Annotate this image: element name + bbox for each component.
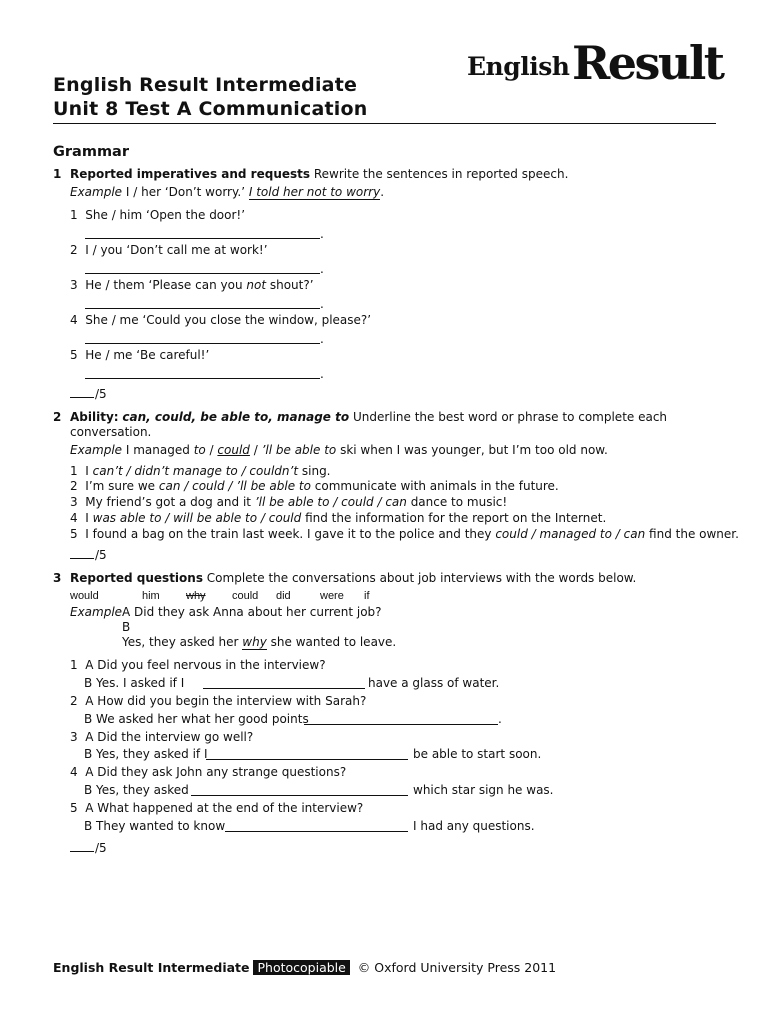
- wordbank-word-used: why: [186, 590, 206, 602]
- q1-number: 1: [53, 167, 62, 181]
- q1-example-prompt: I / her ‘Don’t worry.’: [125, 185, 246, 199]
- q2-number-text: 2: [53, 410, 62, 424]
- q2-item-1: [70, 464, 331, 478]
- q2-item-options[interactable]: can’t / didn’t manage to / couldn’t: [92, 464, 299, 478]
- q3-item-number: 5: [70, 801, 78, 815]
- q1-item-4: [70, 313, 371, 327]
- q3-item-3-a: [70, 730, 253, 744]
- score-total: /5: [95, 548, 107, 562]
- q1-score: [70, 387, 107, 401]
- photocopiable-badge: Photocopiable: [253, 960, 349, 975]
- logo-word-result: Result: [572, 36, 723, 90]
- q2-item-options[interactable]: could / managed to / can: [495, 527, 646, 541]
- q3-number: [53, 571, 61, 585]
- q2-number: [53, 410, 61, 424]
- q3-item-question: A Did they ask John any strange questions?: [85, 765, 347, 779]
- q1-item-3: [70, 278, 314, 292]
- wordbank-word: were: [320, 590, 344, 602]
- answer-line[interactable]: [85, 308, 320, 309]
- q2-item-text-end: sing.: [298, 464, 331, 478]
- q1-item-text: She / me ‘Could you close the window, please?’: [85, 313, 372, 327]
- q1-example: Example I / her ‘Don’t worry.’ I told her not to worry.: [70, 185, 385, 199]
- answer-line[interactable]: [85, 238, 320, 239]
- q2-item-text-end: dance to music!: [406, 495, 508, 509]
- answer-line[interactable]: [225, 831, 408, 832]
- q2-item-3: [70, 495, 507, 509]
- q1-item-number: 4: [70, 313, 78, 327]
- q2-item-text: I: [85, 511, 93, 525]
- q2-example-text-end: ski when I was younger, but I’m too old now.: [336, 443, 608, 457]
- q3-example-label: [70, 605, 122, 619]
- q2-item-2: [70, 479, 559, 493]
- q2-item-text: My friend’s got a dog and it: [85, 495, 255, 509]
- q3-item-answer-start: B Yes. I asked if I: [84, 676, 185, 690]
- q2-example-separator: /: [205, 443, 218, 457]
- q2-example-correct-option: could: [217, 443, 250, 457]
- q3-item-2-a: [70, 694, 366, 708]
- q2-item-options[interactable]: ’ll be able to / could / can: [254, 495, 407, 509]
- q2-example-label: Example: [70, 443, 123, 457]
- q3-item-answer-end: .: [498, 712, 502, 726]
- q1-heading-row: [53, 167, 61, 181]
- q3-item-4-a: [70, 765, 346, 779]
- q1-item-2: [70, 243, 268, 257]
- q3-item-question: A Did the interview go well?: [85, 730, 254, 744]
- section-heading: Grammar: [53, 144, 129, 160]
- q2-item-text-end: find the information for the report on the Internet.: [301, 511, 607, 525]
- q3-example-b-answer: [122, 635, 396, 650]
- q2-example-text: I managed: [125, 443, 194, 457]
- q3-number-text: 3: [53, 571, 62, 585]
- answer-line[interactable]: [304, 724, 498, 725]
- q2-item-text: I found a bag on the train last week. I gave it to the police and they: [85, 527, 496, 541]
- q3-item-answer-start: B Yes, they asked: [84, 783, 189, 797]
- footer-copyright: © Oxford University Press 2011: [357, 960, 557, 975]
- q3-item-number: 4: [70, 765, 78, 779]
- q1-heading: [70, 167, 568, 181]
- q2-item-text-end: find the owner.: [645, 527, 739, 541]
- score-total: /5: [95, 841, 107, 855]
- q3-item-answer-end: have a glass of water.: [368, 676, 500, 690]
- q3-instruction: Complete the conversations about job interviews with the words below.: [206, 571, 637, 585]
- q2-item-4: [70, 511, 606, 525]
- q2-item-options[interactable]: can / could / ’ll be able to: [158, 479, 311, 493]
- q2-item-number: 2: [70, 479, 78, 493]
- q1-item-text: She / him ‘Open the door!’: [85, 208, 246, 222]
- answer-line[interactable]: [203, 688, 365, 689]
- q3-score: [70, 841, 107, 855]
- document-title-line2: Unit 8 Test A Communication: [53, 98, 368, 120]
- q1-item-number: 5: [70, 348, 78, 362]
- answer-line[interactable]: [85, 378, 320, 379]
- q3-item-answer-start: B They wanted to know: [84, 819, 226, 833]
- answer-line[interactable]: [85, 343, 320, 344]
- q2-item-text: I’m sure we: [85, 479, 159, 493]
- page-footer: [53, 960, 556, 975]
- q2-item-number: 1: [70, 464, 78, 478]
- q1-item-number: 1: [70, 208, 78, 222]
- q1-title: Reported imperatives and requests: [70, 167, 311, 181]
- q1-instruction: Rewrite the sentences in reported speech.: [313, 167, 569, 181]
- q3-item-number: 1: [70, 658, 78, 672]
- header-divider: [53, 123, 716, 124]
- q3-example-b: B: [122, 620, 131, 634]
- q3-item-question: A What happened at the end of the interview?: [85, 801, 364, 815]
- q3-example-text-end: she wanted to leave.: [266, 635, 397, 649]
- wordbank-word: did: [276, 590, 291, 602]
- score-blank[interactable]: [70, 387, 94, 398]
- q1-example-label: Example: [70, 185, 123, 199]
- q2-item-number: 3: [70, 495, 78, 509]
- q1-item-5: [70, 348, 209, 362]
- q3-example-text: Yes, they asked her: [122, 635, 243, 649]
- q1-item-text: I / you ‘Don’t call me at work!’: [85, 243, 268, 257]
- q2-score: [70, 548, 107, 562]
- q3-item-number: 3: [70, 730, 78, 744]
- score-blank[interactable]: [70, 548, 94, 559]
- q1-item-emphasis: not: [246, 278, 267, 292]
- q2-instruction: Underline the best word or phrase to complete each: [352, 410, 668, 424]
- q1-example-answer: I told her not to worry: [248, 185, 381, 199]
- q2-item-text: I: [85, 464, 93, 478]
- answer-line[interactable]: [206, 759, 408, 760]
- q2-item-number: 4: [70, 511, 78, 525]
- q3-heading: [70, 571, 636, 585]
- q2-example-option: ’ll be able to: [261, 443, 337, 457]
- q3-item-answer-end: be able to start soon.: [413, 747, 542, 761]
- logo-word-english: English: [467, 52, 570, 81]
- q1-item-text: He / them ‘Please can you: [85, 278, 247, 292]
- wordbank-word: if: [364, 590, 370, 602]
- q3-example-a: A Did they ask Anna about her current job?: [122, 605, 382, 619]
- q3-item-question: A Did you feel nervous in the interview?: [85, 658, 326, 672]
- q3-item-answer-start: B Yes, they asked if I: [84, 747, 208, 761]
- document-title-line1: English Result Intermediate: [53, 74, 358, 96]
- q3-example-label-text: Example: [70, 605, 123, 619]
- wordbank-word: would: [70, 590, 99, 602]
- q1-item-text: He / me ‘Be careful!’: [85, 348, 210, 362]
- q2-item-5: [70, 527, 739, 541]
- q2-instruction-line2: conversation.: [70, 425, 152, 439]
- q2-example: [70, 443, 608, 457]
- q3-item-answer-start: B We asked her what her good points: [84, 712, 309, 726]
- q2-title-words: can, could, be able to, manage to: [122, 410, 350, 424]
- q3-example-answer: why: [242, 635, 267, 649]
- wordbank-word: him: [142, 590, 160, 602]
- q3-item-answer-end: which star sign he was.: [413, 783, 554, 797]
- q1-item-number: 2: [70, 243, 78, 257]
- footer-title: English Result Intermediate: [53, 960, 250, 975]
- score-total: /5: [95, 387, 107, 401]
- q2-heading: [70, 410, 667, 424]
- q3-item-question: A How did you begin the interview with Sarah?: [85, 694, 367, 708]
- q2-example-separator: /: [249, 443, 262, 457]
- q3-item-5-a: [70, 801, 363, 815]
- q3-item-answer-end: I had any questions.: [413, 819, 535, 833]
- q3-title: Reported questions: [70, 571, 203, 585]
- score-blank[interactable]: [70, 841, 94, 852]
- q3-item-number: 2: [70, 694, 78, 708]
- q1-item-1: [70, 208, 245, 222]
- answer-line[interactable]: [85, 273, 320, 274]
- q3-item-1-a: [70, 658, 326, 672]
- q2-example-option: to: [193, 443, 206, 457]
- q2-item-text-end: communicate with animals in the future.: [310, 479, 559, 493]
- q1-item-text-end: shout?’: [266, 278, 314, 292]
- q2-item-number: 5: [70, 527, 78, 541]
- q2-item-options[interactable]: was able to / will be able to / could: [92, 511, 302, 525]
- wordbank-word: could: [232, 590, 259, 602]
- q1-item-number: 3: [70, 278, 78, 292]
- answer-line[interactable]: [191, 795, 408, 796]
- q2-title: Ability:: [70, 410, 119, 424]
